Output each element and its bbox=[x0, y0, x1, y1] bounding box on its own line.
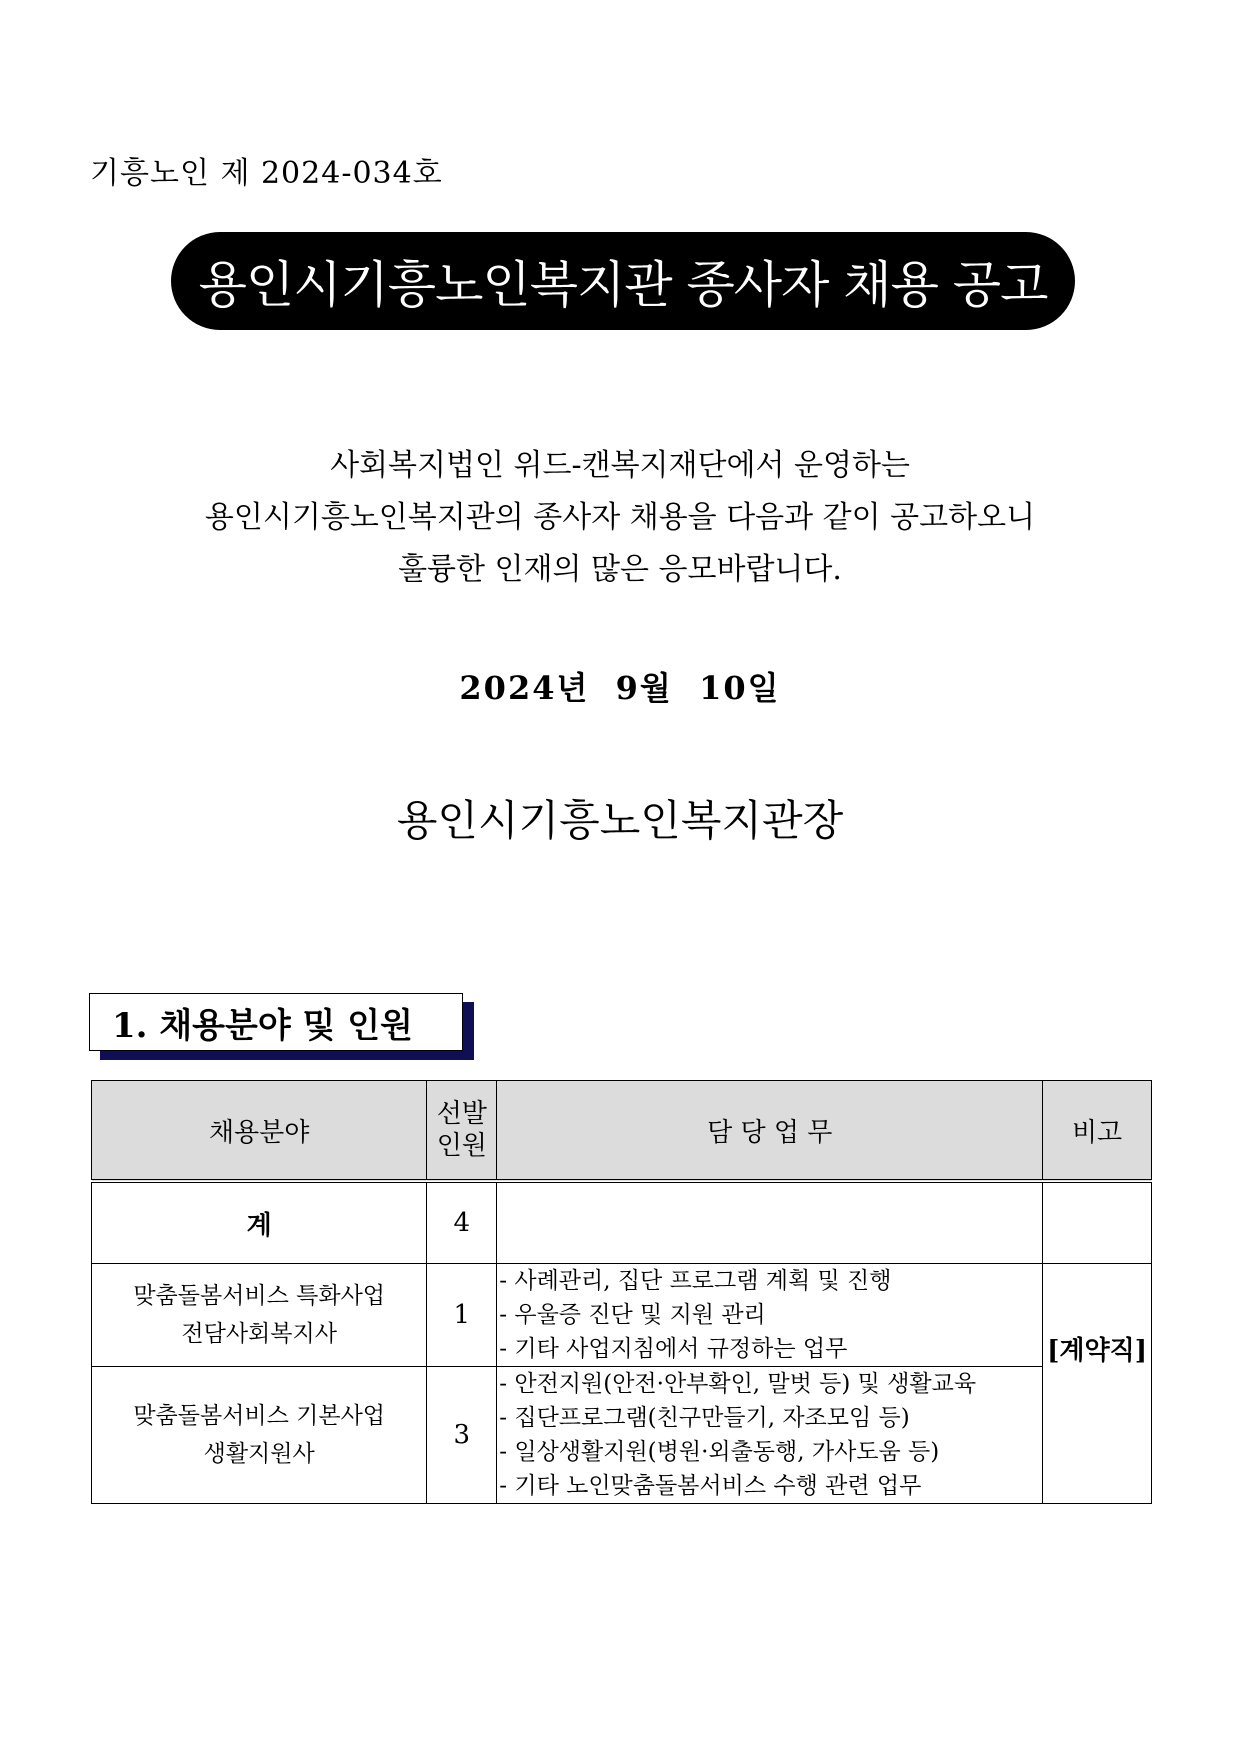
header-count-line: 선발 bbox=[436, 1099, 487, 1129]
intro-line: 용인시기흥노인복지관의 종사자 채용을 다음과 같이 공고하오니 bbox=[204, 500, 1036, 535]
section-heading: 1. 채용분야 및 인원 bbox=[89, 993, 463, 1051]
remark-text: [계약직] bbox=[1047, 1336, 1148, 1366]
duty-item: - 기타 사업지침에서 규정하는 업무 bbox=[499, 1336, 848, 1362]
field-line: 맞춤돌봄서비스 기본사업 bbox=[133, 1403, 386, 1429]
count-cell: 1 bbox=[427, 1264, 497, 1367]
field-line: 전담사회복지사 bbox=[181, 1321, 337, 1347]
header-field: 채용분야 bbox=[92, 1081, 427, 1182]
duty-item: - 사례관리, 집단 프로그램 계획 및 진행 bbox=[499, 1268, 892, 1294]
recruitment-table bbox=[91, 1080, 1152, 1504]
duty-item: - 일상생활지원(병원·외출동행, 가사도움 등) bbox=[499, 1439, 940, 1465]
announcement-date: 2024년 9월 10일 bbox=[459, 669, 781, 707]
header-duties: 담 당 업 무 bbox=[497, 1081, 1043, 1182]
title-banner bbox=[171, 232, 1075, 330]
header-count-line: 인원 bbox=[436, 1131, 487, 1161]
duties-cell bbox=[497, 1367, 1043, 1504]
total-duties-empty bbox=[497, 1181, 1043, 1264]
total-label: 계 bbox=[92, 1181, 427, 1264]
table-row bbox=[92, 1367, 1152, 1504]
total-count: 4 bbox=[427, 1181, 497, 1264]
count-cell: 3 bbox=[427, 1367, 497, 1504]
duty-item: - 우울증 진단 및 지원 관리 bbox=[499, 1302, 766, 1328]
page-title: 용인시기흥노인복지관 종사자 채용 공고 bbox=[198, 256, 1048, 314]
field-cell bbox=[92, 1367, 427, 1504]
total-remarks-empty bbox=[1043, 1181, 1152, 1264]
issuer-name: 용인시기흥노인복지관장 bbox=[396, 796, 844, 845]
header-count bbox=[427, 1081, 497, 1182]
field-cell bbox=[92, 1264, 427, 1367]
document-number: 기흥노인 제 2024-034호 bbox=[90, 156, 443, 191]
remark-cell bbox=[1043, 1264, 1152, 1504]
field-line: 생활지원사 bbox=[203, 1441, 315, 1467]
duty-item: - 집단프로그램(친구만들기, 자조모임 등) bbox=[499, 1405, 910, 1431]
table-row bbox=[92, 1264, 1152, 1367]
duty-item: - 기타 노인맞춤돌봄서비스 수행 관련 업무 bbox=[499, 1473, 922, 1499]
intro-line: 사회복지법인 위드-캔복지재단에서 운영하는 bbox=[330, 448, 910, 483]
intro-paragraph bbox=[0, 440, 1240, 596]
header-remarks: 비고 bbox=[1043, 1081, 1152, 1182]
table-row-total bbox=[92, 1181, 1152, 1264]
intro-line: 훌륭한 인재의 많은 응모바랍니다. bbox=[398, 552, 842, 587]
field-line: 맞춤돌봄서비스 특화사업 bbox=[133, 1283, 386, 1309]
table-header-row bbox=[92, 1081, 1152, 1182]
duties-cell bbox=[497, 1264, 1043, 1367]
duty-item: - 안전지원(안전·안부확인, 말벗 등) 및 생활교육 bbox=[499, 1371, 977, 1397]
